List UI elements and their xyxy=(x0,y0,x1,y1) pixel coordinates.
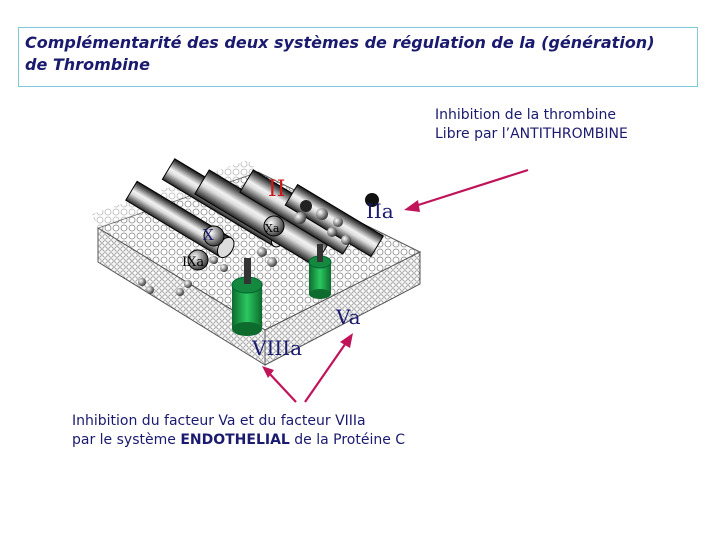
arrow-antithrombine xyxy=(404,170,528,212)
label-iia: IIa xyxy=(366,199,394,223)
title-line-2: de Thrombine xyxy=(25,55,150,74)
protein-c-note-line-2-suffix: de la Protéine C xyxy=(289,432,406,448)
protein-c-note-line-2-strong: ENDOTHELIAL xyxy=(180,432,290,448)
antithrombine-note-line-1: Inhibition de la thrombine xyxy=(435,107,616,123)
protein-c-note-line-2-prefix: par le système xyxy=(72,432,181,448)
antithrombine-note-line-2: Libre par l’ANTITHROMBINE xyxy=(435,126,628,142)
protein-c-note-line-1: Inhibition du facteur Va et du facteur VIIIa xyxy=(72,413,366,429)
label-ii: II xyxy=(268,177,286,202)
label-xa: Xa xyxy=(265,222,280,235)
label-va: Va xyxy=(336,305,361,329)
title-line-1: Complémentarité des deux systèmes de régulation de la (génération) xyxy=(25,33,655,52)
label-viiia: VIIIa xyxy=(252,336,303,360)
arrow-protein-c-va xyxy=(305,333,353,402)
label-x: X xyxy=(203,226,214,244)
label-ixa: IXa xyxy=(182,255,205,270)
arrow-protein-c-viiia xyxy=(262,366,296,402)
